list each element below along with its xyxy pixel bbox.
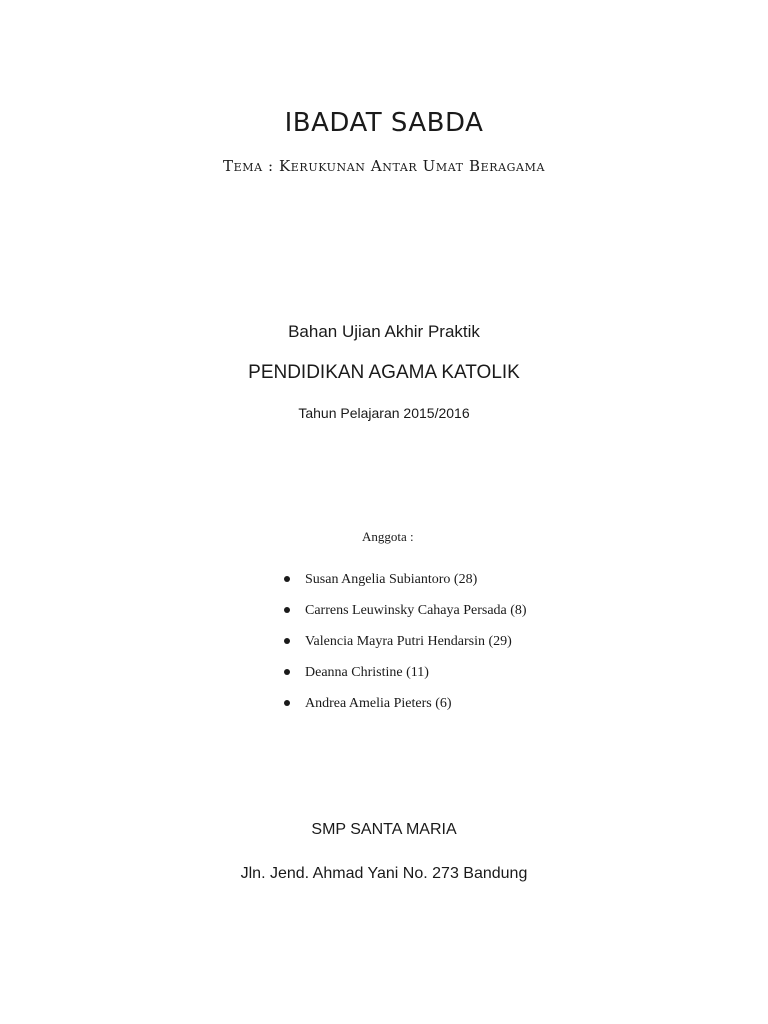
member-name: Andrea Amelia Pieters (6) — [305, 696, 452, 711]
bullet-icon — [284, 607, 290, 613]
member-name: Carrens Leuwinsky Cahaya Persada (8) — [305, 603, 527, 618]
subject-heading: PENDIDIKAN AGAMA KATOLIK — [248, 362, 520, 383]
member-name: Susan Angelia Subiantoro (28) — [305, 572, 478, 587]
member-name: Valencia Mayra Putri Hendarsin (29) — [305, 634, 512, 649]
document-title: IBADAT SABDA — [284, 108, 484, 138]
bullet-icon — [284, 700, 290, 706]
school-year: Tahun Pelajaran 2015/2016 — [298, 405, 470, 421]
member-name: Deanna Christine (11) — [305, 665, 429, 680]
bullet-icon — [284, 576, 290, 582]
members-label: Anggota : — [362, 529, 414, 544]
bullet-icon — [284, 669, 290, 675]
exam-label: Bahan Ujian Akhir Praktik — [288, 322, 480, 341]
school-address: Jln. Jend. Ahmad Yani No. 273 Bandung — [240, 865, 528, 882]
bullet-icon — [284, 638, 290, 644]
school-name: SMP SANTA MARIA — [311, 821, 457, 838]
document-theme: Tema : Kerukunan Antar Umat Beragama — [222, 157, 546, 175]
